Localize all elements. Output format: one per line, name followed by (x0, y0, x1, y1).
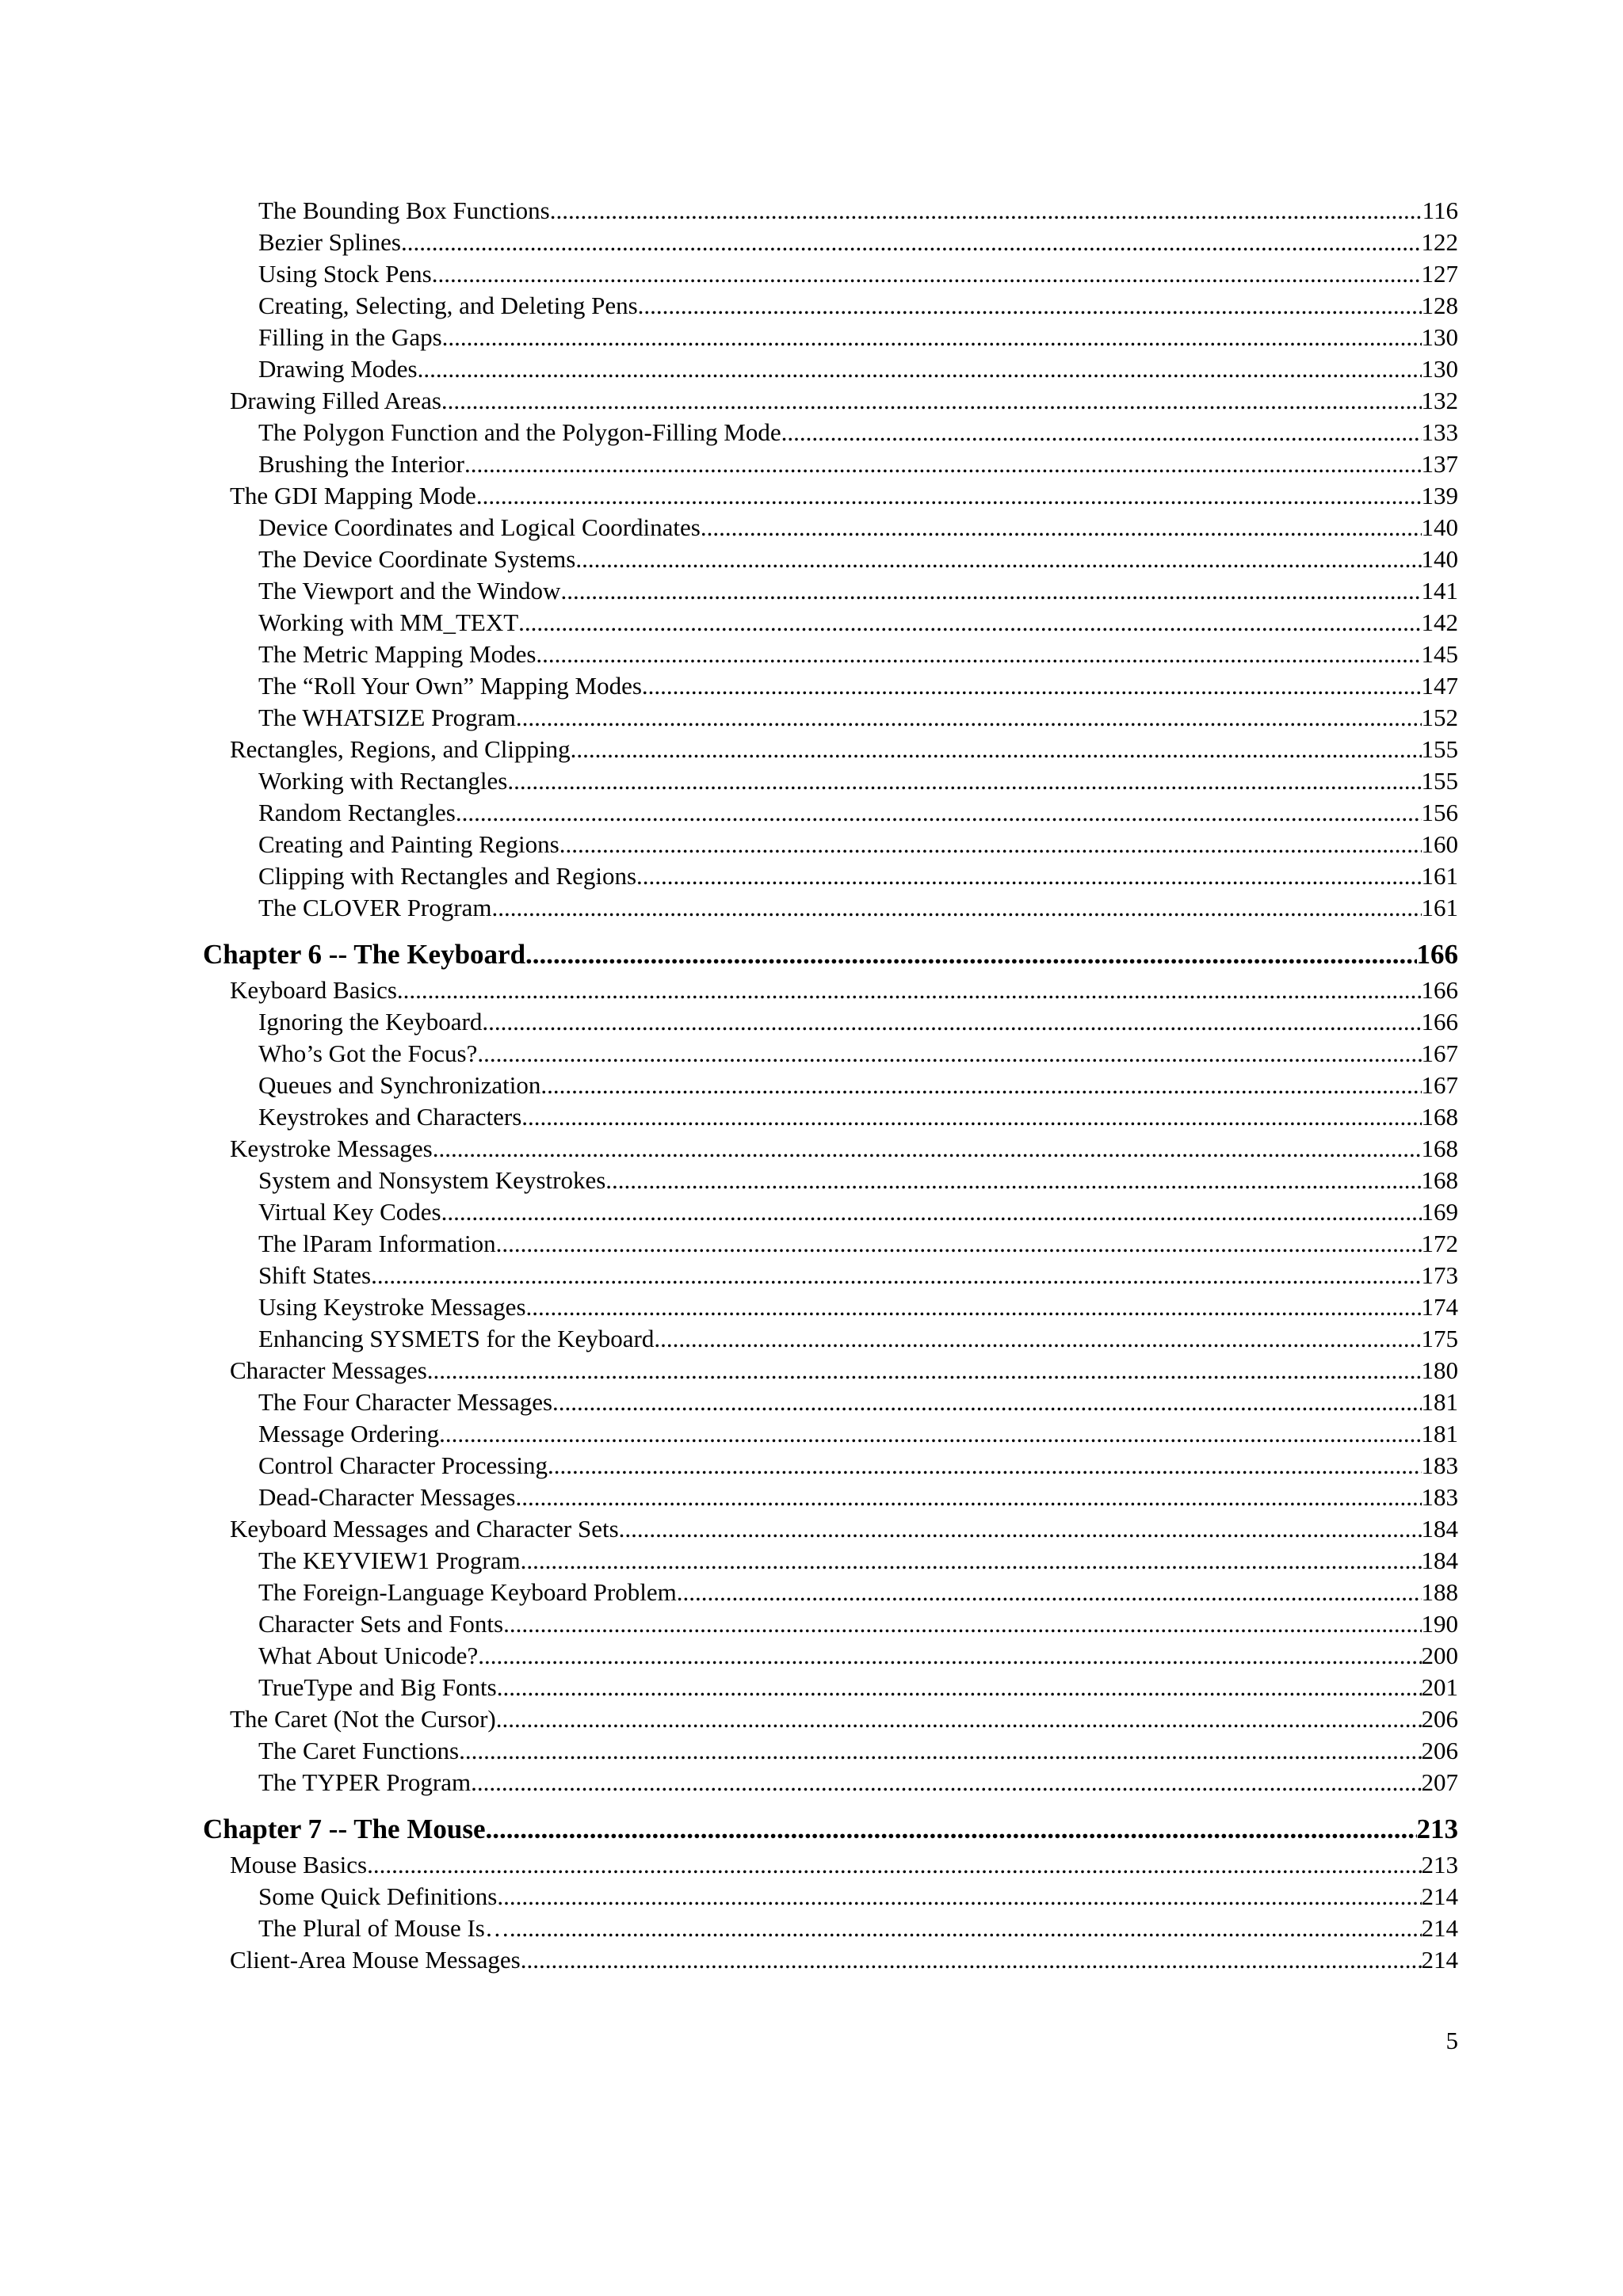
dot-leader (521, 1545, 1422, 1577)
toc-entry-page: 181 (1421, 1420, 1458, 1447)
toc-entry[interactable] (203, 892, 1458, 924)
toc-entry-page: 133 (1421, 418, 1458, 446)
toc-entry-page: 214 (1421, 1914, 1458, 1942)
toc-entry-title: Keystrokes and Characters (258, 1103, 522, 1131)
toc-entry-title: The Plural of Mouse Is… (258, 1914, 510, 1942)
toc-entry[interactable] (203, 195, 1458, 227)
dot-leader (516, 1482, 1422, 1513)
dot-leader (636, 860, 1421, 892)
toc-entry-page: 116 (1422, 196, 1458, 224)
toc-entry-title: The Polygon Function and the Polygon-Filling Mode (258, 418, 781, 446)
toc-entry[interactable] (203, 258, 1458, 290)
toc-entry[interactable] (203, 322, 1458, 353)
dot-leader (571, 734, 1422, 765)
toc-entry[interactable] (203, 1323, 1458, 1355)
dot-leader (459, 1735, 1421, 1767)
toc-entry-page: 166 (1421, 976, 1458, 1004)
dot-leader (516, 702, 1422, 734)
toc-entry-title: Device Coordinates and Logical Coordinates (258, 513, 701, 541)
toc-entry-page: 141 (1421, 577, 1458, 605)
toc-entry-title: Drawing Filled Areas (230, 387, 441, 414)
toc-entry-title: The TYPER Program (258, 1768, 472, 1796)
toc-entry-title: The WHATSIZE Program (258, 704, 516, 731)
toc-entry-title: Working with Rectangles (258, 767, 508, 795)
dot-leader (605, 1165, 1421, 1196)
dot-leader (507, 765, 1421, 797)
toc-entry-title: Random Rectangles (258, 799, 456, 826)
toc-entry-page: 160 (1421, 830, 1458, 858)
toc-entry-title: Queues and Synchronization (258, 1071, 541, 1099)
toc-entry-title: Client-Area Mouse Messages (230, 1946, 521, 1974)
toc-entry[interactable] (203, 1944, 1458, 1976)
dot-leader (432, 258, 1422, 290)
toc-entry-title: The Caret (Not the Cursor) (230, 1705, 496, 1733)
toc-entry[interactable] (203, 670, 1458, 702)
toc-entry-title: The Bounding Box Functions (258, 196, 550, 224)
toc-entry[interactable] (203, 607, 1458, 639)
toc-entry[interactable] (203, 1703, 1458, 1735)
toc-entry[interactable] (203, 1101, 1458, 1133)
dot-leader (540, 1070, 1421, 1101)
toc-entry[interactable] (203, 765, 1458, 797)
toc-entry-title: Filling in the Gaps (258, 323, 442, 351)
toc-entry-page: 206 (1421, 1737, 1458, 1764)
toc-entry-page: 213 (1416, 1814, 1458, 1844)
toc-entry-title: TrueType and Big Fonts (258, 1673, 497, 1701)
toc-entry-page: 166 (1416, 939, 1458, 970)
toc-entry-page: 172 (1421, 1230, 1458, 1257)
toc-entry-title: Chapter 7 -- The Mouse (203, 1814, 486, 1844)
toc-entry-title: Brushing the Interior (258, 450, 465, 478)
toc-entry[interactable] (203, 448, 1458, 480)
toc-entry-title: Ignoring the Keyboard (258, 1008, 483, 1035)
toc-entry-page: 167 (1421, 1071, 1458, 1099)
dot-leader (503, 1608, 1421, 1640)
toc-chapter-entry[interactable] (203, 1810, 1458, 1849)
toc-entry-title: Drawing Modes (258, 355, 418, 383)
toc-entry-page: 169 (1421, 1198, 1458, 1226)
toc-entry-page: 140 (1421, 545, 1458, 573)
toc-entry-page: 214 (1421, 1882, 1458, 1910)
toc-entry[interactable] (203, 702, 1458, 734)
toc-entry-page: 167 (1421, 1039, 1458, 1067)
toc-entry[interactable] (203, 1386, 1458, 1418)
toc-entry-page: 147 (1421, 672, 1458, 700)
toc-entry[interactable] (203, 1577, 1458, 1608)
dot-leader (552, 1386, 1421, 1418)
toc-entry-page: 152 (1421, 704, 1458, 731)
toc-entry-page: 168 (1421, 1166, 1458, 1194)
toc-entry[interactable] (203, 1418, 1458, 1450)
toc-entry-title: Dead-Character Messages (258, 1483, 516, 1511)
toc-entry[interactable] (203, 860, 1458, 892)
toc-entry-title: Chapter 6 -- The Keyboard (203, 939, 526, 970)
dot-leader (496, 1228, 1422, 1260)
toc-entry-page: 140 (1421, 513, 1458, 541)
toc-entry-title: Character Messages (230, 1356, 427, 1384)
toc-entry-page: 213 (1421, 1851, 1458, 1878)
toc-entry-page: 128 (1421, 292, 1458, 319)
dot-leader (560, 575, 1421, 607)
dot-leader (442, 322, 1422, 353)
dot-leader (471, 1767, 1421, 1798)
toc-entry[interactable] (203, 1260, 1458, 1291)
toc-entry-page: 168 (1421, 1103, 1458, 1131)
toc-entry-title: Control Character Processing (258, 1451, 548, 1479)
dot-leader (478, 1640, 1421, 1672)
dot-leader (456, 797, 1422, 829)
dot-leader (510, 1913, 1422, 1944)
toc-entry-title: Keystroke Messages (230, 1135, 433, 1162)
toc-entry[interactable] (203, 512, 1458, 543)
toc-entry-page: 184 (1421, 1547, 1458, 1574)
dot-leader (418, 353, 1422, 385)
toc-entry[interactable] (203, 829, 1458, 860)
dot-leader (619, 1513, 1422, 1545)
toc-entry-title: Rectangles, Regions, and Clipping (230, 735, 571, 763)
toc-entry-title: Keyboard Basics (230, 976, 397, 1004)
dot-leader (677, 1577, 1422, 1608)
toc-entry[interactable] (203, 1133, 1458, 1165)
dot-leader (521, 1101, 1421, 1133)
toc-entry-title: Working with MM_TEXT (258, 608, 519, 636)
toc-entry-title: Using Stock Pens (258, 260, 432, 288)
toc-entry[interactable] (203, 1513, 1458, 1545)
toc-entry[interactable] (203, 575, 1458, 607)
toc-entry-title: Clipping with Rectangles and Regions (258, 862, 637, 890)
toc-entry[interactable] (203, 797, 1458, 829)
toc-entry-title: Shift States (258, 1261, 372, 1289)
toc-chapter-entry[interactable] (203, 935, 1458, 974)
toc-entry-page: 184 (1421, 1515, 1458, 1543)
toc-entry[interactable] (203, 1291, 1458, 1323)
toc-entry-page: 200 (1421, 1642, 1458, 1669)
toc-entry-title: System and Nonsystem Keystrokes (258, 1166, 606, 1194)
dot-leader (497, 1881, 1421, 1913)
toc-entry-title: The lParam Information (258, 1230, 496, 1257)
toc-entry-page: 181 (1421, 1388, 1458, 1416)
dot-leader (548, 1450, 1421, 1482)
dot-leader (642, 670, 1422, 702)
toc-entry[interactable] (203, 1881, 1458, 1913)
toc-entry-title: The GDI Mapping Mode (230, 482, 476, 509)
dot-leader (371, 1260, 1421, 1291)
toc-entry-page: 183 (1421, 1451, 1458, 1479)
toc-entry-page: 130 (1421, 323, 1458, 351)
toc-entry[interactable] (203, 385, 1458, 417)
toc-entry-page: 206 (1421, 1705, 1458, 1733)
toc-entry-page: 190 (1421, 1610, 1458, 1638)
toc-entry-title: Some Quick Definitions (258, 1882, 498, 1910)
toc-entry-title: The Caret Functions (258, 1737, 460, 1764)
toc-entry-page: 156 (1421, 799, 1458, 826)
toc-entry-page: 183 (1421, 1483, 1458, 1511)
toc-entry-page: 130 (1421, 355, 1458, 383)
toc-entry[interactable] (203, 480, 1458, 512)
toc-entry-page: 173 (1421, 1261, 1458, 1289)
toc-entry-page: 122 (1421, 228, 1458, 256)
toc-entry[interactable] (203, 417, 1458, 448)
toc-entry-title: The Device Coordinate Systems (258, 545, 576, 573)
toc-entry-page: 132 (1421, 387, 1458, 414)
toc-entry-title: The “Roll Your Own” Mapping Modes (258, 672, 642, 700)
toc-entry[interactable] (203, 1913, 1458, 1944)
toc-entry-page: 166 (1421, 1008, 1458, 1035)
toc-entry-page: 161 (1421, 894, 1458, 921)
toc-entry[interactable] (203, 227, 1458, 258)
toc-entry-title: The Metric Mapping Modes (258, 640, 537, 668)
toc-entry[interactable] (203, 1608, 1458, 1640)
dot-leader (526, 1291, 1422, 1323)
dot-leader (496, 1703, 1422, 1735)
toc-entry[interactable] (203, 1849, 1458, 1881)
dot-leader (464, 448, 1421, 480)
toc-entry[interactable] (203, 1228, 1458, 1260)
dot-leader (441, 1196, 1422, 1228)
toc-entry[interactable] (203, 1545, 1458, 1577)
toc-entry-title: The Viewport and the Window (258, 577, 561, 605)
dot-leader (497, 1672, 1422, 1703)
dot-leader (575, 543, 1421, 575)
dot-leader (401, 227, 1422, 258)
toc-entry-page: 142 (1421, 608, 1458, 636)
dot-leader (367, 1849, 1421, 1881)
page-number: 5 (1445, 2027, 1458, 2054)
dot-leader (397, 974, 1422, 1006)
toc-entry-page: 175 (1421, 1325, 1458, 1352)
toc-entry[interactable] (203, 1070, 1458, 1101)
toc-entry-page: 188 (1421, 1578, 1458, 1606)
toc-entry-title: Creating and Painting Regions (258, 830, 559, 858)
dot-leader (638, 290, 1422, 322)
toc-entry-page: 201 (1421, 1673, 1458, 1701)
toc-entry[interactable] (203, 1355, 1458, 1386)
toc-entry[interactable] (203, 1767, 1458, 1798)
dot-leader (521, 1944, 1422, 1976)
toc-entry-title: Message Ordering (258, 1420, 440, 1447)
toc-entry[interactable] (203, 290, 1458, 322)
dot-leader (485, 1810, 1416, 1849)
dot-leader (476, 480, 1422, 512)
toc-entry-page: 155 (1421, 735, 1458, 763)
toc-entry-title: Character Sets and Fonts (258, 1610, 504, 1638)
table-of-contents (203, 195, 1458, 1976)
toc-entry-page: 139 (1421, 482, 1458, 509)
toc-entry-page: 127 (1421, 260, 1458, 288)
toc-entry[interactable] (203, 1196, 1458, 1228)
dot-leader (525, 935, 1416, 974)
toc-entry-page: 161 (1421, 862, 1458, 890)
dot-leader (654, 1323, 1421, 1355)
toc-entry-page: 145 (1421, 640, 1458, 668)
toc-entry-page: 174 (1421, 1293, 1458, 1321)
toc-entry-page: 168 (1421, 1135, 1458, 1162)
toc-entry-title: The Foreign-Language Keyboard Problem (258, 1578, 677, 1606)
toc-entry[interactable] (203, 353, 1458, 385)
toc-entry-title: Virtual Key Codes (258, 1198, 441, 1226)
toc-entry[interactable] (203, 1735, 1458, 1767)
toc-entry[interactable] (203, 1165, 1458, 1196)
toc-entry-page: 180 (1421, 1356, 1458, 1384)
toc-entry[interactable] (203, 543, 1458, 575)
dot-leader (427, 1355, 1422, 1386)
toc-entry-title: The KEYVIEW1 Program (258, 1547, 521, 1574)
toc-entry-page: 137 (1421, 450, 1458, 478)
toc-entry-title: Enhancing SYSMETS for the Keyboard (258, 1325, 655, 1352)
toc-entry[interactable] (203, 734, 1458, 765)
dot-leader (559, 829, 1422, 860)
toc-entry-title: Creating, Selecting, and Deleting Pens (258, 292, 638, 319)
toc-entry[interactable] (203, 1482, 1458, 1513)
toc-entry[interactable] (203, 1006, 1458, 1038)
dot-leader (518, 607, 1421, 639)
dot-leader (536, 639, 1421, 670)
toc-entry-title: The CLOVER Program (258, 894, 492, 921)
toc-entry-page: 155 (1421, 767, 1458, 795)
toc-entry-page: 207 (1421, 1768, 1458, 1796)
toc-entry-title: Bezier Splines (258, 228, 401, 256)
dot-leader (781, 417, 1422, 448)
toc-entry-title: The Four Character Messages (258, 1388, 553, 1416)
toc-entry-title: Keyboard Messages and Character Sets (230, 1515, 619, 1543)
toc-entry-title: Who’s Got the Focus? (258, 1039, 478, 1067)
toc-entry-title: Using Keystroke Messages (258, 1293, 526, 1321)
dot-leader (701, 512, 1422, 543)
dot-leader (439, 1418, 1421, 1450)
toc-entry[interactable] (203, 1640, 1458, 1672)
dot-leader (477, 1038, 1421, 1070)
toc-entry[interactable] (203, 1672, 1458, 1703)
toc-entry-title: Mouse Basics (230, 1851, 368, 1878)
toc-entry-page: 214 (1421, 1946, 1458, 1974)
dot-leader (433, 1133, 1422, 1165)
toc-entry[interactable] (203, 1450, 1458, 1482)
toc-entry[interactable] (203, 1038, 1458, 1070)
dot-leader (550, 195, 1423, 227)
dot-leader (441, 385, 1422, 417)
toc-entry[interactable] (203, 639, 1458, 670)
dot-leader (482, 1006, 1421, 1038)
toc-entry[interactable] (203, 974, 1458, 1006)
dot-leader (491, 892, 1421, 924)
toc-entry-title: What About Unicode? (258, 1642, 479, 1669)
